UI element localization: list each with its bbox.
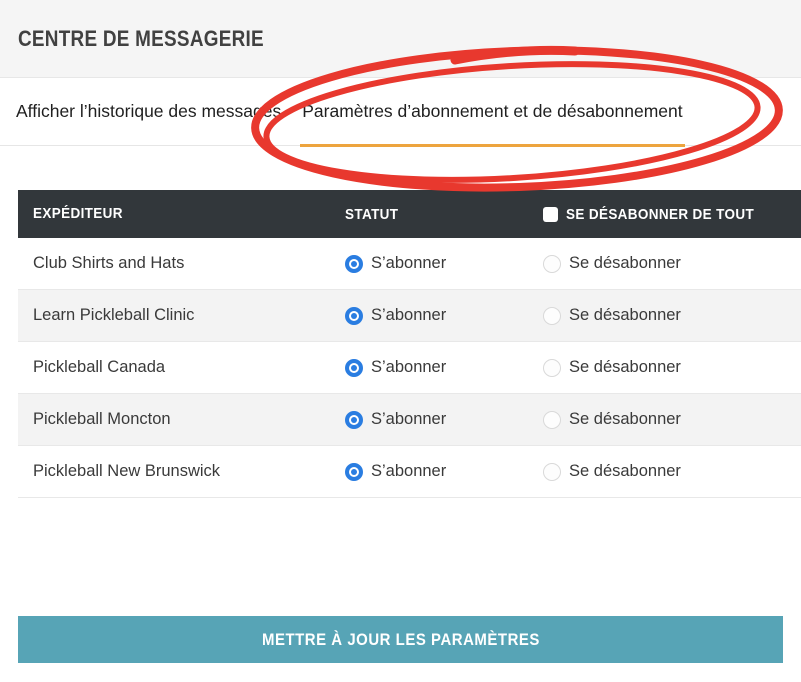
page-title: CENTRE DE MESSAGERIE [18,25,264,51]
unsubscribe-label: Se désabonner [569,358,681,376]
unsubscribe-label: Se désabonner [569,306,681,324]
subscribe-label: S’abonner [371,306,447,324]
unsubscribe-radio[interactable] [543,255,561,273]
column-header-status: STATUT [345,205,399,223]
tab-message-history[interactable]: Afficher l’historique des messages [16,101,282,121]
sender-name: Pickleball Canada [33,358,166,376]
unsubscribe-radio[interactable] [543,307,561,325]
unsubscribe-radio[interactable] [543,411,561,429]
table-body [18,238,801,498]
column-header-sender: EXPÉDITEUR [33,205,123,222]
tab-bar [0,78,801,146]
subscribe-radio[interactable] [345,411,363,429]
unsubscribe-label: Se désabonner [569,462,681,480]
subscribe-radio[interactable] [345,255,363,273]
unsubscribe-radio[interactable] [543,463,561,481]
subscribe-radio[interactable] [345,307,363,325]
page-header [0,0,801,78]
sender-name: Pickleball New Brunswick [33,462,221,480]
unsubscribe-radio[interactable] [543,359,561,377]
unsubscribe-label: Se désabonner [569,410,681,428]
update-settings-button[interactable] [18,616,783,663]
unsubscribe-all-checkbox[interactable] [543,207,558,222]
table-row [18,238,801,290]
table-row [18,290,801,342]
table-row [18,342,801,394]
sender-name: Learn Pickleball Clinic [33,306,195,324]
subscribe-radio[interactable] [345,463,363,481]
table-row [18,446,801,498]
subscribe-label: S’abonner [371,410,447,428]
table-row [18,394,801,446]
subscription-table [18,190,801,498]
subscribe-label: S’abonner [371,254,447,272]
sender-name: Club Shirts and Hats [33,254,185,272]
subscribe-radio[interactable] [345,359,363,377]
subscribe-label: S’abonner [371,358,447,376]
update-settings-button-label: METTRE À JOUR LES PARAMÈTRES [261,629,540,649]
column-header-unsubscribe-all: SE DÉSABONNER DE TOUT [566,205,755,223]
sender-name: Pickleball Moncton [33,410,171,428]
table-header-row [18,190,801,238]
subscribe-label: S’abonner [371,462,447,480]
unsubscribe-label: Se désabonner [569,254,681,272]
tab-subscription-settings[interactable]: Paramètres d’abonnement et de désabonnement [300,78,684,145]
